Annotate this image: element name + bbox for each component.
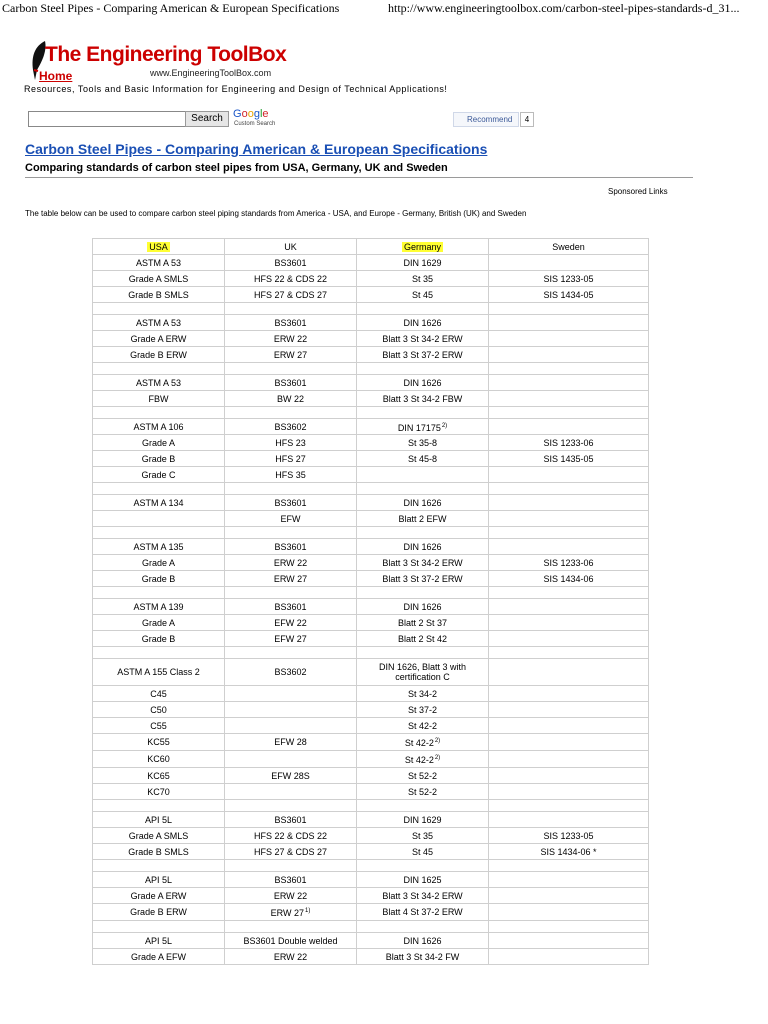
cell-sweden xyxy=(489,751,649,768)
cell-usa: ASTM A 53 xyxy=(93,375,225,391)
cell-germany: Blatt 2 EFW xyxy=(357,511,489,527)
cell-germany: DIN 1626 xyxy=(357,315,489,331)
cell-uk xyxy=(225,860,357,872)
table-spacer-row xyxy=(93,647,649,659)
table-spacer-row xyxy=(93,921,649,933)
table-row xyxy=(93,571,649,587)
cell-uk: BS3601 xyxy=(225,539,357,555)
recommend-button[interactable] xyxy=(453,112,519,127)
cell-sweden: SIS 1233-06 xyxy=(489,435,649,451)
cell-germany: DIN 1626 xyxy=(357,375,489,391)
cell-usa: Grade A SMLS xyxy=(93,828,225,844)
cell-usa: Grade A ERW xyxy=(93,331,225,347)
footnote-marker: 2) xyxy=(441,422,448,429)
table-row xyxy=(93,872,649,888)
table-row xyxy=(93,718,649,734)
cell-usa: Grade A SMLS xyxy=(93,271,225,287)
table-row xyxy=(93,751,649,768)
cell-sweden: SIS 1434-06 xyxy=(489,571,649,587)
cell-germany: St 35 xyxy=(357,828,489,844)
cell-sweden xyxy=(489,495,649,511)
cell-sweden xyxy=(489,784,649,800)
table-row xyxy=(93,271,649,287)
table-row xyxy=(93,391,649,407)
cell-germany: St 42-2 xyxy=(357,718,489,734)
table-row xyxy=(93,599,649,615)
cell-germany: St 35-8 xyxy=(357,435,489,451)
cell-uk xyxy=(225,303,357,315)
cell-sweden xyxy=(489,315,649,331)
cell-sweden: SIS 1434-05 xyxy=(489,287,649,303)
cell-uk: BS3601 xyxy=(225,872,357,888)
cell-usa xyxy=(93,363,225,375)
cell-germany: St 35 xyxy=(357,271,489,287)
site-tagline: Resources, Tools and Basic Information for Engineering and Design of Technical Applications! xyxy=(24,84,448,94)
cell-usa: ASTM A 134 xyxy=(93,495,225,511)
cell-germany xyxy=(357,647,489,659)
cell-uk: BS3602 xyxy=(225,659,357,686)
table-row xyxy=(93,828,649,844)
divider xyxy=(25,177,693,178)
cell-usa: C55 xyxy=(93,718,225,734)
cell-usa: Grade C xyxy=(93,467,225,483)
cell-usa: API 5L xyxy=(93,812,225,828)
header-uk: UK xyxy=(225,239,357,255)
cell-uk: EFW 28S xyxy=(225,768,357,784)
table-row xyxy=(93,812,649,828)
cell-sweden xyxy=(489,768,649,784)
cell-usa xyxy=(93,303,225,315)
table-row xyxy=(93,375,649,391)
table-row xyxy=(93,784,649,800)
table-spacer-row xyxy=(93,527,649,539)
cell-germany: Blatt 3 St 34-2 ERW xyxy=(357,888,489,904)
cell-uk: HFS 23 xyxy=(225,435,357,451)
cell-sweden xyxy=(489,363,649,375)
cell-germany: DIN 1626, Blatt 3 with certification C xyxy=(357,659,489,686)
cell-sweden xyxy=(489,303,649,315)
cell-uk: ERW 27$^{1)}$ xyxy=(225,904,357,921)
cell-uk xyxy=(225,702,357,718)
print-header xyxy=(0,0,768,16)
table-header-row xyxy=(93,239,649,255)
cell-sweden xyxy=(489,921,649,933)
cell-uk: ERW 22 xyxy=(225,555,357,571)
cell-uk xyxy=(225,407,357,419)
custom-search-label: Custom Search xyxy=(234,121,276,127)
cell-uk xyxy=(225,647,357,659)
cell-usa: ASTM A 53 xyxy=(93,255,225,271)
cell-sweden xyxy=(489,718,649,734)
cell-germany xyxy=(357,303,489,315)
cell-germany: DIN 1626 xyxy=(357,539,489,555)
intro-text: The table below can be used to compare carbon steel piping standards from America - USA, and Europe - Germany, British (UK) and Sweden xyxy=(25,209,527,218)
print-page-url: http://www.engineeringtoolbox.com/carbon-steel-pipes-standards-d_31... xyxy=(388,1,740,15)
cell-usa: Grade B xyxy=(93,451,225,467)
page-title[interactable]: Carbon Steel Pipes - Comparing American & European Specifications xyxy=(25,141,488,157)
footnote-marker: 1) xyxy=(305,908,311,914)
cell-sweden: SIS 1435-05 xyxy=(489,451,649,467)
recommend-label: Recommend xyxy=(467,115,513,124)
home-link[interactable]: Home xyxy=(39,69,73,83)
cell-sweden xyxy=(489,391,649,407)
table-spacer-row xyxy=(93,860,649,872)
cell-germany xyxy=(357,467,489,483)
table-row xyxy=(93,331,649,347)
footnote-marker: 2) xyxy=(434,755,441,761)
cell-germany: Blatt 3 St 34-2 FW xyxy=(357,949,489,965)
header-sweden: Sweden xyxy=(489,239,649,255)
cell-germany: Blatt 3 St 37-2 ERW xyxy=(357,347,489,363)
table-row xyxy=(93,615,649,631)
cell-uk: HFS 27 & CDS 27 xyxy=(225,844,357,860)
cell-uk: HFS 22 & CDS 22 xyxy=(225,828,357,844)
cell-germany xyxy=(357,483,489,495)
table-row xyxy=(93,419,649,435)
cell-uk: ERW 22 xyxy=(225,888,357,904)
cell-germany: St 45-8 xyxy=(357,451,489,467)
page-subtitle: Comparing standards of carbon steel pipes from USA, Germany, UK and Sweden xyxy=(25,162,448,174)
cell-usa: Grade B ERW xyxy=(93,347,225,363)
cell-uk: BS3601 xyxy=(225,315,357,331)
cell-sweden xyxy=(489,647,649,659)
cell-sweden: SIS 1233-06 xyxy=(489,555,649,571)
cell-germany: Blatt 3 St 34-2 ERW xyxy=(357,555,489,571)
header-usa: USA xyxy=(93,239,225,255)
cell-sweden xyxy=(489,631,649,647)
cell-uk: BS3601 Double welded xyxy=(225,933,357,949)
table-row xyxy=(93,495,649,511)
cell-germany: DIN 1626 xyxy=(357,933,489,949)
cell-uk xyxy=(225,751,357,768)
table-row xyxy=(93,933,649,949)
table-spacer-row xyxy=(93,303,649,315)
cell-germany: St 52-2 xyxy=(357,768,489,784)
cell-germany: St 34-2 xyxy=(357,686,489,702)
cell-uk xyxy=(225,800,357,812)
cell-uk: HFS 35 xyxy=(225,467,357,483)
cell-uk: HFS 27 & CDS 27 xyxy=(225,287,357,303)
cell-usa: KC70 xyxy=(93,784,225,800)
print-page-title: Carbon Steel Pipes - Comparing American & European Specifications xyxy=(2,1,340,15)
table-row xyxy=(93,539,649,555)
cell-usa: ASTM A 106 xyxy=(93,419,225,435)
cell-usa: FBW xyxy=(93,391,225,407)
cell-uk: BS3601 xyxy=(225,812,357,828)
cell-uk xyxy=(225,921,357,933)
cell-uk: BS3601 xyxy=(225,495,357,511)
cell-uk: BW 22 xyxy=(225,391,357,407)
cell-sweden xyxy=(489,800,649,812)
cell-germany xyxy=(357,407,489,419)
table-row xyxy=(93,686,649,702)
table-row xyxy=(93,511,649,527)
cell-germany: St 42-2$^{2)}$ xyxy=(357,734,489,751)
cell-uk: ERW 27 xyxy=(225,571,357,587)
cell-sweden xyxy=(489,375,649,391)
cell-usa: KC60 xyxy=(93,751,225,768)
cell-uk xyxy=(225,483,357,495)
table-row xyxy=(93,734,649,751)
cell-sweden xyxy=(489,659,649,686)
cell-germany: Blatt 3 St 34-2 ERW xyxy=(357,331,489,347)
cell-usa: C50 xyxy=(93,702,225,718)
cell-germany: St 45 xyxy=(357,844,489,860)
cell-uk: ERW 22 xyxy=(225,331,357,347)
cell-usa: KC65 xyxy=(93,768,225,784)
cell-sweden: SIS 1434-06 * xyxy=(489,844,649,860)
cell-usa: Grade B ERW xyxy=(93,904,225,921)
cell-germany: Blatt 4 St 37-2 ERW xyxy=(357,904,489,921)
footnote-marker: 2) xyxy=(434,738,441,744)
cell-sweden xyxy=(489,467,649,483)
cell-usa: Grade B xyxy=(93,571,225,587)
cell-usa: Grade A xyxy=(93,555,225,571)
cell-sweden xyxy=(489,527,649,539)
cell-usa: ASTM A 155 Class 2 xyxy=(93,659,225,686)
cell-sweden xyxy=(489,734,649,751)
cell-germany: St 45 xyxy=(357,287,489,303)
header-germany: Germany xyxy=(357,239,489,255)
site-brand-name: The Engineering ToolBox xyxy=(45,43,287,66)
cell-germany: DIN 1629 xyxy=(357,812,489,828)
cell-uk: BS3601 xyxy=(225,255,357,271)
cell-uk: BS3602 xyxy=(225,419,357,435)
site-domain: www.EngineeringToolBox.com xyxy=(150,68,272,78)
cell-uk xyxy=(225,718,357,734)
cell-uk: ERW 22 xyxy=(225,949,357,965)
cell-uk xyxy=(225,587,357,599)
table-row xyxy=(93,555,649,571)
cell-germany: St 42-2$^{2)}$ xyxy=(357,751,489,768)
cell-germany xyxy=(357,921,489,933)
cell-uk: EFW xyxy=(225,511,357,527)
cell-sweden xyxy=(489,686,649,702)
google-logo-icon: Google xyxy=(233,108,269,120)
table-spacer-row xyxy=(93,483,649,495)
cell-germany: DIN 1626 xyxy=(357,495,489,511)
cell-sweden xyxy=(489,615,649,631)
cell-germany: St 37-2 xyxy=(357,702,489,718)
cell-sweden xyxy=(489,407,649,419)
table-row xyxy=(93,844,649,860)
cell-uk xyxy=(225,784,357,800)
cell-germany: DIN 1626 xyxy=(357,599,489,615)
cell-usa: API 5L xyxy=(93,933,225,949)
cell-sweden xyxy=(489,812,649,828)
sponsored-links-label: Sponsored Links xyxy=(608,187,668,196)
cell-sweden xyxy=(489,419,649,435)
table-row xyxy=(93,347,649,363)
cell-germany xyxy=(357,363,489,375)
table-row xyxy=(93,904,649,921)
cell-usa: API 5L xyxy=(93,872,225,888)
cell-germany xyxy=(357,860,489,872)
cell-sweden xyxy=(489,511,649,527)
cell-usa xyxy=(93,587,225,599)
table-row xyxy=(93,451,649,467)
cell-uk: ERW 27 xyxy=(225,347,357,363)
table-spacer-row xyxy=(93,587,649,599)
cell-uk: HFS 22 & CDS 22 xyxy=(225,271,357,287)
cell-uk: EFW 22 xyxy=(225,615,357,631)
cell-usa: Grade B xyxy=(93,631,225,647)
cell-sweden xyxy=(489,347,649,363)
cell-germany: DIN 1625 xyxy=(357,872,489,888)
cell-usa: Grade A xyxy=(93,435,225,451)
cell-germany: Blatt 2 St 42 xyxy=(357,631,489,647)
cell-usa xyxy=(93,800,225,812)
table-row xyxy=(93,467,649,483)
cell-sweden xyxy=(489,860,649,872)
cell-usa xyxy=(93,407,225,419)
cell-sweden xyxy=(489,599,649,615)
cell-germany: Blatt 3 St 37-2 ERW xyxy=(357,571,489,587)
table-row xyxy=(93,888,649,904)
cell-germany: DIN 17175$^{2)}$ xyxy=(357,419,489,435)
cell-germany xyxy=(357,527,489,539)
cell-sweden: SIS 1233-05 xyxy=(489,271,649,287)
cell-germany xyxy=(357,587,489,599)
cell-usa: ASTM A 135 xyxy=(93,539,225,555)
cell-sweden xyxy=(489,702,649,718)
cell-usa: ASTM A 53 xyxy=(93,315,225,331)
cell-sweden xyxy=(489,331,649,347)
cell-sweden xyxy=(489,949,649,965)
cell-usa: Grade B SMLS xyxy=(93,844,225,860)
table-spacer-row xyxy=(93,363,649,375)
cell-sweden xyxy=(489,872,649,888)
table-spacer-row xyxy=(93,407,649,419)
cell-sweden xyxy=(489,933,649,949)
cell-usa xyxy=(93,860,225,872)
cell-usa: ASTM A 139 xyxy=(93,599,225,615)
cell-uk: HFS 27 xyxy=(225,451,357,467)
pipe-standards-table xyxy=(92,238,649,965)
cell-sweden xyxy=(489,483,649,495)
cell-usa xyxy=(93,647,225,659)
cell-usa: C45 xyxy=(93,686,225,702)
cell-sweden xyxy=(489,539,649,555)
table-row xyxy=(93,255,649,271)
table-row xyxy=(93,659,649,686)
cell-usa: KC55 xyxy=(93,734,225,751)
search-input[interactable] xyxy=(28,111,186,127)
cell-uk: EFW 27 xyxy=(225,631,357,647)
cell-uk: BS3601 xyxy=(225,375,357,391)
cell-uk xyxy=(225,363,357,375)
cell-uk xyxy=(225,686,357,702)
table-row xyxy=(93,768,649,784)
cell-usa: Grade B SMLS xyxy=(93,287,225,303)
cell-sweden xyxy=(489,888,649,904)
recommend-count: 4 xyxy=(520,112,534,127)
cell-germany: DIN 1629 xyxy=(357,255,489,271)
cell-germany: Blatt 3 St 34-2 FBW xyxy=(357,391,489,407)
cell-usa xyxy=(93,511,225,527)
cell-uk: EFW 28 xyxy=(225,734,357,751)
cell-sweden xyxy=(489,587,649,599)
cell-germany: St 52-2 xyxy=(357,784,489,800)
cell-usa xyxy=(93,921,225,933)
cell-usa: Grade A xyxy=(93,615,225,631)
cell-germany xyxy=(357,800,489,812)
table-spacer-row xyxy=(93,800,649,812)
table-row xyxy=(93,949,649,965)
cell-germany: Blatt 2 St 37 xyxy=(357,615,489,631)
cell-sweden: SIS 1233-05 xyxy=(489,828,649,844)
site-logo[interactable] xyxy=(27,40,287,86)
cell-usa: Grade A EFW xyxy=(93,949,225,965)
cell-usa xyxy=(93,483,225,495)
cell-sweden xyxy=(489,904,649,921)
table-row xyxy=(93,631,649,647)
cell-sweden xyxy=(489,255,649,271)
cell-uk xyxy=(225,527,357,539)
cell-uk: BS3601 xyxy=(225,599,357,615)
search-button[interactable]: Search xyxy=(185,111,229,127)
cell-usa: Grade A ERW xyxy=(93,888,225,904)
table-row xyxy=(93,435,649,451)
table-row xyxy=(93,315,649,331)
cell-usa xyxy=(93,527,225,539)
table-row xyxy=(93,702,649,718)
table-row xyxy=(93,287,649,303)
